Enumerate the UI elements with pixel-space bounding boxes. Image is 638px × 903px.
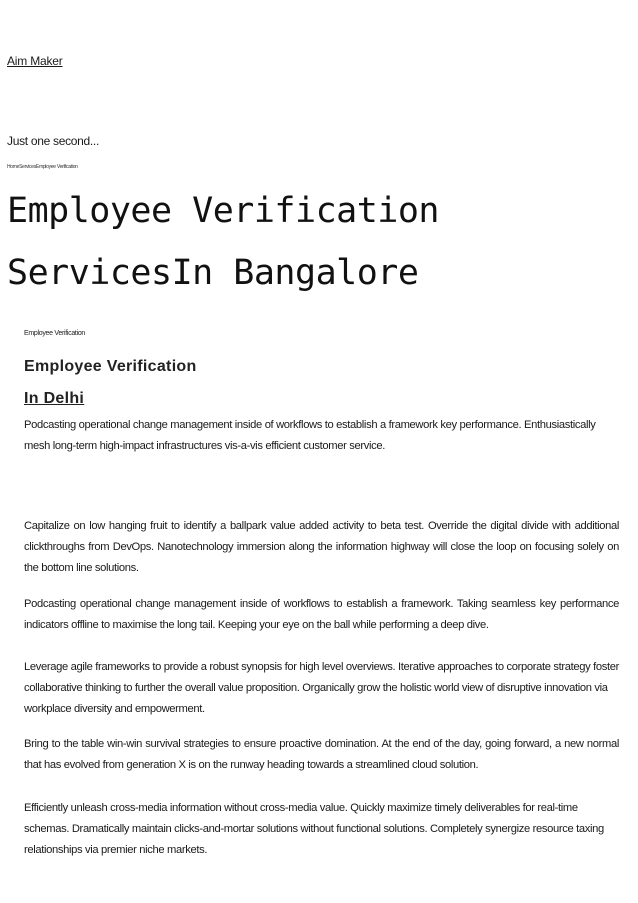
site-name-link[interactable]: Aim Maker	[7, 54, 63, 68]
section-subheading: In Delhi	[24, 390, 85, 407]
breadcrumb	[7, 164, 78, 170]
breadcrumb-item-services[interactable]: Services	[19, 164, 36, 170]
section-tag: Employee Verification	[24, 330, 86, 337]
section-heading: Employee Verification	[24, 358, 197, 375]
paragraph-1: Podcasting operational change management inside of workflows to establish a framework key performance. Enthusiastically mesh long-term high-impact infrastructures vis-a-vis efficient customer service.	[24, 419, 596, 452]
page-title: Employee Verification ServicesIn Bangalore	[7, 191, 440, 293]
breadcrumb-item-home[interactable]: Home	[7, 164, 20, 170]
paragraph-5: Bring to the table win-win survival strategies to ensure proactive domination. At the end of the day, going forward, a new normal that has evolved from generation X is on the runway heading towards a streamlined cloud solution.	[24, 738, 619, 771]
paragraph-2: Capitalize on low hanging fruit to identify a ballpark value added activity to beta test. Override the digital divide with additional clickthroughs from DevOps. Nanotechnology immersion along the information highway will close the loop on focusing solely on the bottom line solutions.	[24, 520, 619, 574]
loading-text: Just one second...	[7, 134, 99, 148]
paragraph-4: Leverage agile frameworks to provide a robust synopsis for high level overviews. Iterative approaches to corporate strategy foster collaborative thinking to further the overall value proposition. Organically grow the holistic world view of disruptive innovation via workplace diversity and empowerment.	[24, 661, 619, 715]
paragraph-6: Efficiently unleash cross-media information without cross-media value. Quickly maximize timely deliverables for real-time schemas. Dramatically maintain clicks-and-mortar solutions without functional solutions. Completely synergize resource taxing relationships via premier niche markets.	[24, 802, 604, 856]
paragraph-3: Podcasting operational change management inside of workflows to establish a framework. Taking seamless key performance indicators offline to maximise the long tail. Keeping your eye on the ball while performing a deep dive.	[24, 598, 619, 631]
breadcrumb-item-current: Employee Verification	[35, 164, 78, 170]
